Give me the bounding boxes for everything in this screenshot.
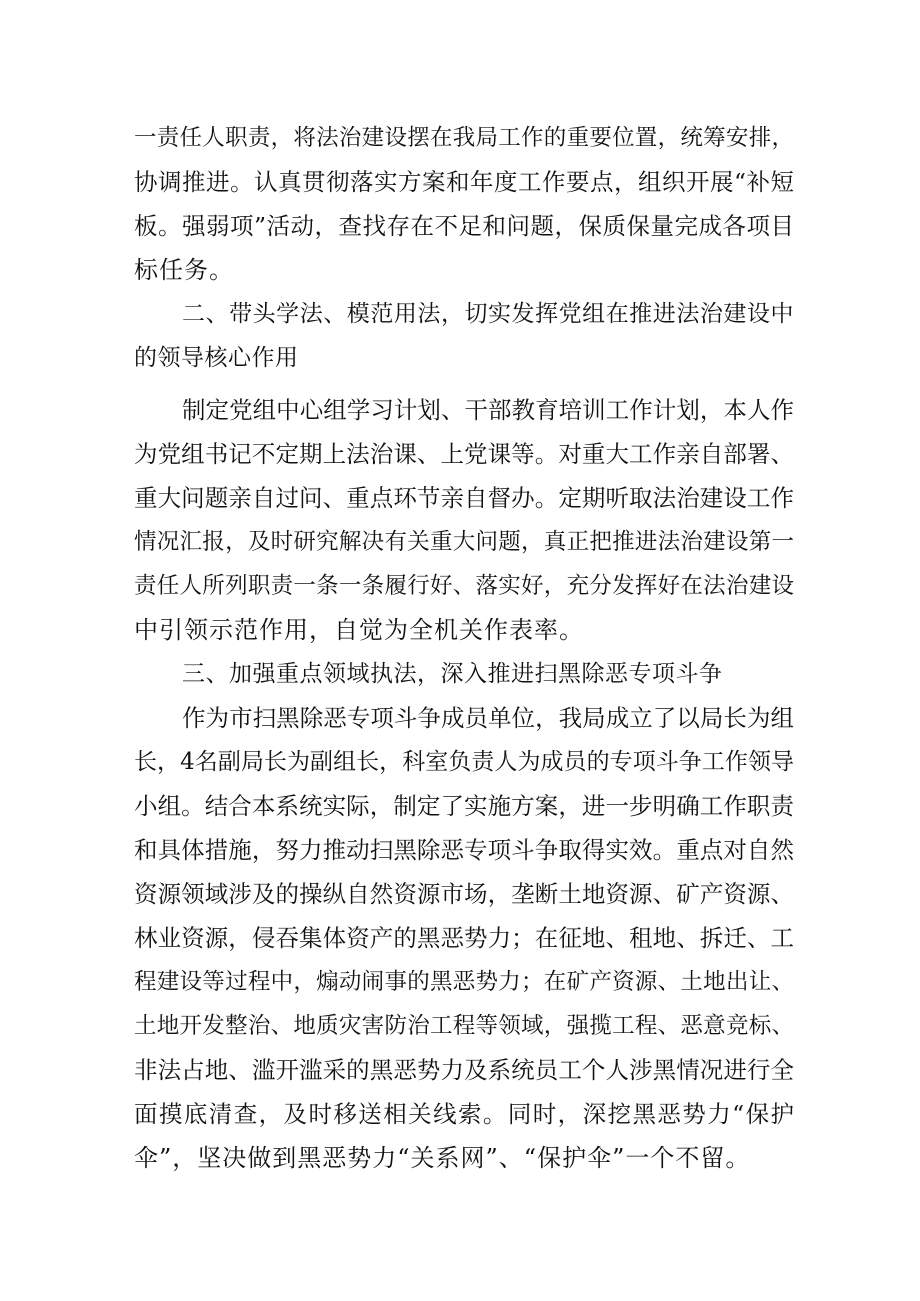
paragraph-line: 一责任人职责，将法治建设摆在我局工作的重要位置，统筹安排， [134,125,794,151]
paragraph-line: 责任人所列职责一条一条履行好、落实好，充分发挥好在法治建设 [134,573,794,599]
paragraph-line: 制定党组中心组学习计划、干部教育培训工作计划，本人作 [182,396,794,424]
paragraph-line: 为党组书记不定期上法治课、上党课等。对重大工作亲自部署、 [134,440,794,468]
paragraph-line: 和具体措施，努力推动扫黑除恶专项斗争取得实效。重点对自然 [134,836,794,864]
section-heading: 三、加强重点领域执法，深入推进扫黑除恶专项斗争 [182,661,723,687]
paragraph-line: 标任务。 [134,256,234,284]
paragraph-line: 程建设等过程中，煽动闹事的黑恶势力；在矿产资源、土地出让、 [134,969,794,995]
paragraph-line: 情况汇报，及时研究解决有关重大问题，真正把推进法治建设第一 [134,529,794,555]
paragraph-line: 协调推进。认真贯彻落实方案和年度工作要点，组织开展“补短 [134,168,794,196]
paragraph-line: 长，4名副局长为副组长，科室负责人为成员的专项斗争工作领导 [134,749,794,775]
paragraph-line: 小组。结合本系统实际，制定了实施方案，进一步明确工作职责 [134,792,794,820]
section-heading: 的领导核心作用 [134,345,299,371]
paragraph-line: 非法占地、滥开滥采的黑恶势力及系统员工个人涉黑情况进行全 [134,1056,794,1084]
paragraph-line: 作为市扫黑除恶专项斗争成员单位，我局成立了以局长为组 [182,704,794,732]
paragraph-line: 林业资源，侵吞集体资产的黑恶势力；在征地、租地、拆迁、工 [134,924,794,952]
paragraph-line: 中引领示范作用，自觉为全机关作表率。 [134,616,584,644]
paragraph-line: 重大问题亲自过问、重点环节亲自督办。定期听取法治建设工作 [134,484,794,512]
paragraph-line: 板。强弱项”活动，查找存在不足和问题，保质保量完成各项目 [134,212,794,240]
paragraph-line: 面摸底清查，及时移送相关线索。同时，深挖黑恶势力“保护 [134,1100,794,1128]
section-heading: 二、带头学法、模范用法，切实发挥党组在推进法治建设中 [182,301,794,327]
paragraph-line: 伞”，坚决做到黑恶势力“关系网”、“保护伞”一个不留。 [134,1144,751,1172]
paragraph-line: 土地开发整治、地质灾害防治工程等领域，强揽工程、恶意竞标、 [134,1013,794,1039]
paragraph-line: 资源领域涉及的操纵自然资源市场，垄断土地资源、矿产资源、 [134,880,794,908]
